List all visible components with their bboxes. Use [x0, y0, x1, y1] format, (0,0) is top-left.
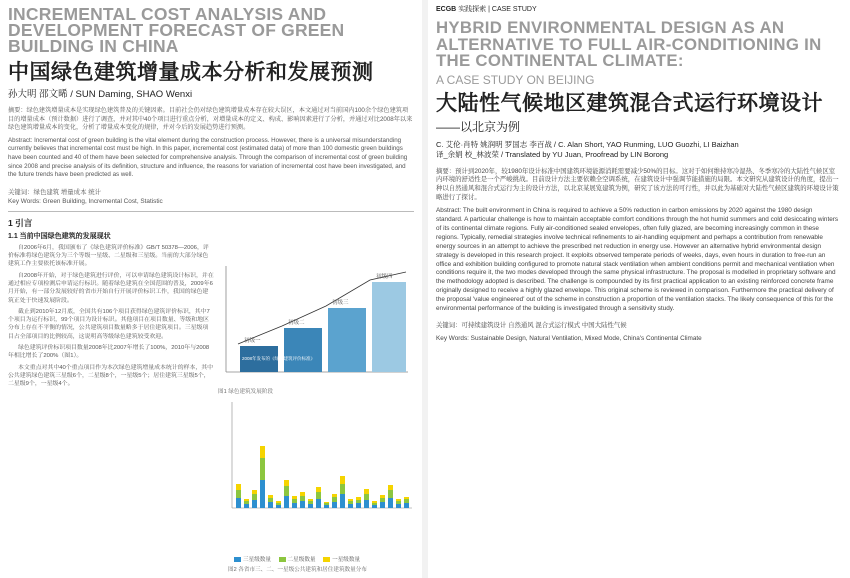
legend-swatch-2star	[279, 557, 286, 562]
bar-segment	[372, 505, 377, 508]
right-authors-line2: 译_余娟 校_林波荣 / Translated by YU Juan, Proofread by LIN Borong	[436, 149, 669, 159]
bar-segment	[340, 476, 345, 484]
right-keywords-en: Key Words: Sustainable Design, Natural Ventilation, Mixed Mode, China's Continental Climate	[436, 334, 702, 342]
bar-segment	[236, 484, 241, 490]
bar-segment	[252, 494, 257, 500]
bar-segment	[316, 499, 321, 508]
stage-label-2: 初级二	[288, 320, 305, 326]
bar-segment	[372, 503, 377, 505]
left-abstract-zh: 摘要：绿色建筑增量成本是实现绿色建筑普及的关键因素。目前社会仍对绿色建筑增量成本存在较大误区，本文通过对当前国内100余个绿色建筑项目的增量成本（预计数据）进行了调查，并对其中40个项目进行重点分析，对增量成本的定义、构成、影响因素进行了分析，并通过对比2008年以来绿色建筑增量成本的变化，分析了增量成本变化的规律，并对今后的发展趋势进行预测。	[8, 107, 413, 132]
left-title-zh: 中国绿色建筑增量成本分析和发展预测	[8, 61, 374, 84]
bar-segment	[356, 503, 361, 508]
stage-label-4: 初级四	[376, 274, 393, 280]
bar-segment	[284, 486, 289, 496]
bar-segment	[252, 490, 257, 494]
right-authors-line1: C. 艾伦·肖特 姚润明 罗国志 李百战 / C. Alan Short, YAO Runming, LUO Guozhi, LI Baizhan	[436, 139, 739, 149]
subsection-heading: 1.1 当前中国绿色建筑的发展现状	[8, 232, 111, 240]
legend-label: 二星级数量	[287, 557, 316, 563]
journal-section: 实践探索 | CASE STUDY	[458, 6, 537, 13]
bar-segment	[396, 501, 401, 504]
bar-segment	[276, 503, 281, 505]
bar-segment	[404, 497, 409, 499]
figure-1-diagram	[218, 262, 416, 382]
paragraph: 自2008年开始，对于绿色建筑进行评价，可以申请绿色建筑设计标识，并在通过相应专项检测后申请运行标识。随着绿色建筑在全国范围的普及，2009年6月开始，有一部分发展较好的省市开始自行开展评价标识工作，我国的绿色建筑正处于快速发展阶段。	[8, 272, 214, 304]
journal-brand: ECGB	[436, 6, 457, 13]
bar-segment	[300, 496, 305, 501]
bar-segment	[324, 502, 329, 503]
left-column	[8, 217, 214, 392]
bar-segment	[332, 494, 337, 497]
bar-segment	[364, 494, 369, 500]
figure-2-legend	[228, 555, 416, 563]
bar-segment	[236, 498, 241, 508]
bar-segment	[252, 500, 257, 508]
bar-segment	[308, 501, 313, 504]
bar-segment	[332, 502, 337, 508]
bar-segment	[244, 501, 249, 504]
legend-label: 一星级数量	[332, 557, 361, 563]
bar-segment	[380, 498, 385, 502]
figure-2-caption: 图2 各省市三、二、一星级公共建筑和居住建筑数量分布	[228, 567, 367, 573]
bar-segment	[268, 495, 273, 498]
bar-segment	[260, 446, 265, 458]
bar-segment	[380, 502, 385, 508]
bar-segment	[284, 496, 289, 508]
left-keywords-zh: 关键词：绿色建筑 增量成本 统计	[8, 188, 102, 196]
legend-label: 三星级数量	[243, 557, 271, 563]
section-heading: 1 引言	[8, 217, 33, 228]
bar-segment	[244, 499, 249, 501]
legend-swatch-3star	[234, 557, 241, 562]
bar-segment	[292, 499, 297, 503]
bar-segment	[260, 480, 265, 508]
bar-segment	[348, 501, 353, 504]
bar-segment	[364, 500, 369, 508]
stage-label-1: 初级一	[244, 338, 261, 344]
legend-swatch-1star	[323, 557, 330, 562]
stage-bar-3	[328, 308, 366, 372]
right-keywords-zh: 关键词：可持续建筑设计 自然通风 混合式运行模式 中国大陆性气候	[436, 322, 627, 329]
bar-segment	[292, 496, 297, 499]
stage-label-3: 初级三	[332, 300, 349, 306]
left-authors: 孙大明 邵文晞 / SUN Daming, SHAO Wenxi	[8, 89, 193, 100]
bar-segment	[324, 505, 329, 508]
right-authors	[436, 140, 840, 160]
bar-segment	[236, 490, 241, 498]
bar-segment	[380, 495, 385, 498]
right-subtitle-en: A CASE STUDY ON BEIJING	[436, 72, 595, 87]
bar-segment	[316, 487, 321, 492]
left-title-en: INCREMENTAL COST ANALYSIS AND DEVELOPMENT FORECAST OF GREEN BUILDING IN CHINA	[8, 4, 345, 56]
bar-segment	[268, 498, 273, 502]
bar-segment	[300, 492, 305, 496]
figure-2	[218, 398, 416, 573]
bar-segment	[348, 504, 353, 508]
figure-1	[218, 262, 416, 395]
paragraph: 本文重点对其中40个重点项目作为本次绿色建筑增量成本统计的样本，其中公共建筑绿色建筑三星级6个，二星级8个，一星级5个；居住建筑三星级5个，二星级9个，一星级4个。	[8, 364, 214, 388]
bar-segment	[244, 504, 249, 508]
right-title-en: HYBRID ENVIRONMENTAL DESIGN AS AN ALTERNATIVE TO FULL AIR-CONDITIONING IN THE CONTINENTAL CLIMATE:	[436, 18, 822, 70]
right-subtitle-zh: ——以北京为例	[436, 119, 521, 134]
journal-header	[436, 4, 840, 14]
bar-segment	[396, 499, 401, 501]
bar-segment	[276, 505, 281, 508]
bar-segment	[340, 494, 345, 508]
bar-segment	[356, 497, 361, 500]
bar-segment	[388, 490, 393, 498]
bar-segment	[260, 458, 265, 480]
bar-segment	[404, 503, 409, 508]
figure-1-caption: 图1 绿色建筑发展阶段	[218, 389, 274, 395]
bar-segment	[268, 502, 273, 508]
bar-segment	[292, 503, 297, 508]
bar-segment	[396, 504, 401, 508]
left-divider	[8, 211, 414, 212]
bar-segment	[308, 499, 313, 501]
paragraph: 截止到2010年12月底，全国共有106个项目获得绿色建筑评价标识，其中7个项目为运行标识，99个项目为设计标识。其他项目在项目数量、等级和地区分布上存在不平衡的情况，公共建筑项目数量略多于居住建筑项目。三星级项目占全部项目的比例较高，这说明高等级绿色建筑较受欢迎。	[8, 308, 210, 340]
paragraph: 自2006年6月，我国颁布了《绿色建筑评价标准》GB/T 50378—2006，评价标准将绿色建筑分为三个等级一星级、二星级和三星级。当前的大部分绿色建筑工作主要依托该标准开展。	[8, 244, 209, 268]
left-abstract-en: Abstract: Incremental cost of green building is the vital element during the construction process. However, there is a universal misunderstanding currently believes that incremental cost must be high. In this paper, incremental cost (estimated data) of more than 100 domestic green buildings have been counted and 40 of them have been selected for comprehensive analysis. Through the comparison of incremental cost of green building since 2008 and precise analysis of its definition, structure and influence, the reasons for variation of incremental cost have been investigated, and the future trends have been predicted as well.	[8, 136, 408, 179]
right-abstract-zh: 摘要：预计到2020年，较1980年设计标准中国建筑环境能源消耗需要减少50%的目标。这对于如何维持寒冷湿热、冬季寒冷的大陆性气候区室内环境的舒适性是一个严峻挑战。目前设计方法主要依赖全空调系统，在建筑设计中强调节能措施的局限。本文研究从建筑设计的角度，提出一种以自然通风和混合式运行为主的设计方法，以北京某展览建筑为例，研究了该方法的可行性，并以此为基础对大陆性气候区建筑的环境设计策略进行了探讨。	[436, 167, 839, 202]
stage-bar-4	[372, 282, 406, 372]
left-page	[0, 0, 422, 578]
paragraph: 绿色建筑评价标识项目数量2008年比2007年增长了100%，2010年与2008年相比增长了200%（图1）。	[8, 345, 210, 360]
right-title-zh: 大陆性气候地区建筑混合式运行环境设计	[436, 91, 823, 115]
bar-segment	[364, 489, 369, 494]
bar-segment	[348, 499, 353, 501]
bar-segment	[300, 501, 305, 508]
right-abstract-en: Abstract: The built environment in China is required to achieve a 50% reduction in carbon emissions by 2020 against the 1980 design standard. A particular challenge is how to maintain acceptable comfort conditions through the hot humid summers and cold desiccating winters of its continental climate regions. Fully air-conditioned sealed envelopes, often fully glazed, are becoming increasingly common in these regions. Typically, remedial strategies involve technical refinements to air-handling equipment and perhaps a contribution from renewable energy sources in an attempt to achieve the prescribed net reduction in energy use. However an alternative hybrid environmental design strategy is developed in this research project. It exploits observed temperate periods of weeks, days, even hours in duration to free-run an office and exhibition building configured to promote natural stack ventilation when ambient conditions permit and mechanical ventilation when conditions require it, the two modes developed through the same physical infrastructure. The proposal is modelled in proprietary software and the methodology adopted is described. The challenge is compounded by its first practical application to an existing reinforced concrete frame originally designed to receive a highly glazed envelope. This original scheme is reviewed in comparison. Furthermore the practical delivery of the proposal 'value engineered' out of the scheme in construction a proportion of the ventilation stacks. The likely consequence of this for the environmental performance of the building is investigated through a sensitivity study.	[436, 207, 839, 313]
bar-segment	[372, 501, 377, 503]
bar-segment	[284, 480, 289, 486]
bar-segment	[276, 501, 281, 503]
bar-segment	[332, 497, 337, 502]
left-keywords-en: Key Words: Green Building, Incremental Cost, Statistic	[8, 197, 163, 205]
bar-segment	[324, 503, 329, 505]
stage-bar-2	[284, 328, 322, 372]
stage-note: 2008年发布的《绿色建筑评价标准》	[242, 356, 316, 361]
bar-segment	[404, 499, 409, 503]
bar-segment	[316, 492, 321, 499]
bar-segment	[356, 500, 361, 503]
bar-segment	[340, 484, 345, 494]
bar-segment	[308, 504, 313, 508]
bar-segment	[388, 498, 393, 508]
figure-2-chart	[218, 398, 416, 548]
bar-segment	[388, 485, 393, 490]
right-page	[428, 0, 850, 578]
